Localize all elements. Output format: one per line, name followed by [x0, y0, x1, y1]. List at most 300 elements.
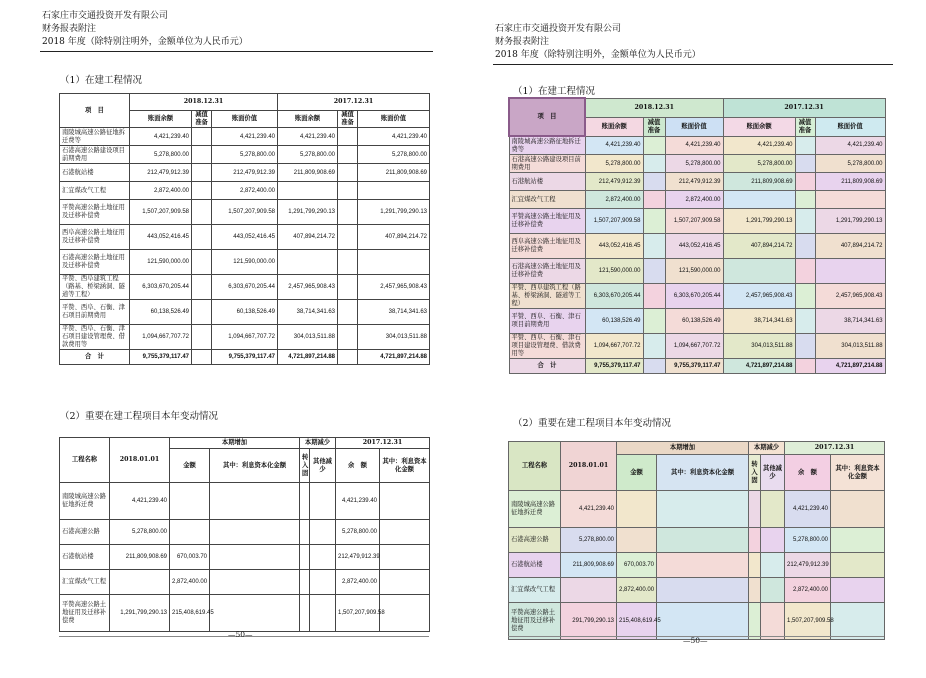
value-2017: 4,421,239.40: [815, 136, 885, 155]
end-interest: [380, 483, 430, 520]
impair-2017: [338, 350, 358, 365]
row-name: 合 计: [60, 350, 130, 365]
increase-interest: [210, 483, 300, 520]
section1-title: （1）在建工程情况: [60, 75, 143, 86]
end-balance: 1,507,207,909.58: [336, 595, 380, 632]
col-2017: 2017.12.31: [278, 94, 430, 111]
balance-2017: 38,714,341.63: [723, 309, 795, 334]
value-2017: 2,457,965,908.43: [358, 275, 430, 300]
increase-amount: 215,408,619.45: [170, 595, 210, 632]
start-balance: [110, 570, 170, 595]
start-balance: 4,421,239.40: [561, 491, 617, 528]
other-decrease: [310, 570, 336, 595]
table-row: [60, 250, 430, 275]
impair-2018: [643, 136, 665, 155]
total-row: [60, 350, 430, 365]
impair-2018: [643, 359, 665, 374]
other-decrease: [310, 545, 336, 570]
col-2018-right: 2018.12.31: [585, 98, 723, 117]
row-name: 平赞、西阜、石衡、津石项目前期费用: [509, 309, 585, 334]
col-2017-right: 2017.12.31: [723, 98, 885, 117]
row-name: 石港航站楼: [60, 164, 130, 182]
end-interest: [831, 578, 885, 603]
row-name: 石港高速公路: [60, 520, 110, 545]
impair-2017: [338, 300, 358, 325]
balance-2018: 2,872,400.00: [130, 182, 192, 200]
construction-table: [59, 93, 430, 365]
table-row: [509, 155, 885, 173]
value-2018: 2,872,400.00: [665, 191, 723, 209]
start-balance: 211,809,908.69: [561, 553, 617, 578]
impair-2017: [795, 334, 815, 359]
transfer: [749, 578, 761, 603]
balance-2017: 304,013,511.88: [278, 325, 338, 350]
col-other-dec: 其他减少: [310, 449, 336, 483]
balance-2017: 304,013,511.88: [723, 334, 795, 359]
impair-2018: [643, 234, 665, 259]
header-divider: [40, 51, 433, 52]
row-name: 平赞、西阜、石衡、津石项目建设管理费、借款费用等: [60, 325, 130, 350]
balance-2017: 4,721,897,214.88: [723, 359, 795, 374]
balance-2018: 2,872,400.00: [585, 191, 643, 209]
table-row: [60, 570, 430, 595]
col-value-2017: 账面价值: [358, 111, 430, 128]
row-name: 石港高速公路土地征用及迁移补偿费: [60, 250, 130, 275]
value-2018: 9,755,379,117.47: [665, 359, 723, 374]
value-2018: 9,755,379,117.47: [212, 350, 278, 365]
start-balance: 5,278,800.00: [561, 528, 617, 553]
table-row: [509, 284, 885, 309]
row-name: 汇宜煤改气工程: [509, 578, 561, 603]
value-2018: 4,421,239.40: [665, 136, 723, 155]
col-interest-end-right: 其中：利息资本化金额: [831, 455, 885, 491]
col-transfer-right: 转入固: [749, 455, 761, 491]
end-balance: 212,479,912.39: [785, 553, 831, 578]
period-note: 2018 年度（除特别注明外，金额单位为人民币元）: [42, 37, 248, 47]
end-interest: [831, 528, 885, 553]
col-item: 项 目: [60, 94, 130, 128]
transfer: [300, 545, 310, 570]
value-2017: 407,894,214.72: [815, 234, 885, 259]
impair-2017: [795, 173, 815, 191]
end-interest: [831, 553, 885, 578]
table-row: [60, 300, 430, 325]
increase-interest: [657, 491, 749, 528]
row-name: 合 计: [509, 359, 585, 374]
balance-2018: 60,138,526.49: [585, 309, 643, 334]
end-balance: 2,872,400.00: [785, 578, 831, 603]
balance-2018: 443,052,416.45: [130, 225, 192, 250]
col-value-2017-right: 账面价值: [815, 117, 885, 136]
impair-2018: [643, 209, 665, 234]
row-name: 平赞、西阜、石衡、津石项目前期费用: [60, 300, 130, 325]
table-row: [60, 520, 430, 545]
other-decrease: [761, 491, 785, 528]
row-name: 平赞、西阜、石衡、津石项目建设管理费、借款费用等: [509, 334, 585, 359]
transfer: [749, 491, 761, 528]
doc-title-right: 财务报表附注: [495, 37, 550, 47]
balance-2017: 5,278,800.00: [278, 146, 338, 164]
start-balance: 1,291,799,290.13: [110, 595, 170, 632]
balance-2018: 9,755,379,117.47: [585, 359, 643, 374]
impair-2017: [338, 325, 358, 350]
impair-2017: [795, 259, 815, 284]
value-2017: 1,291,799,290.13: [815, 209, 885, 234]
col-balance-2017-right: 账面余额: [723, 117, 795, 136]
col-impair-2017: 减值准备: [338, 111, 358, 128]
row-name: 平赞高速公路土地征用及迁移补偿费: [509, 603, 561, 640]
col-interest-end: 其中：利息资本化金额: [380, 449, 430, 483]
col-impair-2017-right: 减值准备: [795, 117, 815, 136]
balance-2017: 211,809,908.69: [278, 164, 338, 182]
increase-amount: 670,003.70: [170, 545, 210, 570]
increase-amount: [170, 483, 210, 520]
table-row: [60, 146, 430, 164]
row-name: 南陵城高速公路征地拆迁费: [509, 491, 561, 528]
balance-2018: 4,421,239.40: [585, 136, 643, 155]
balance-2017: 1,291,799,290.13: [278, 200, 338, 225]
table-row: [509, 603, 885, 640]
col-balance-2017: 账面余额: [278, 111, 338, 128]
table-row: [60, 225, 430, 250]
impair-2018: [643, 155, 665, 173]
end-balance: 2,872,400.00: [336, 570, 380, 595]
value-2017: 2,457,965,908.43: [815, 284, 885, 309]
value-2017: 4,721,897,214.88: [358, 350, 430, 365]
end-balance: 5,278,800.00: [785, 528, 831, 553]
impair-2018: [192, 182, 212, 200]
row-name: 石港高速公路建设项目前期费用: [509, 155, 585, 173]
value-2017: 5,278,800.00: [358, 146, 430, 164]
value-2018: 6,303,670,205.44: [665, 284, 723, 309]
col-end: 2017.12.31: [336, 438, 430, 449]
row-name: 石港航站楼: [509, 553, 561, 578]
company-name: 石家庄市交通投资开发有限公司: [42, 11, 169, 21]
table-row: [509, 173, 885, 191]
table-row: [60, 200, 430, 225]
impair-2018: [643, 334, 665, 359]
impair-2018: [192, 300, 212, 325]
col-increase-right: 本期增加: [617, 442, 749, 455]
col-value-2018-right: 账面价值: [665, 117, 723, 136]
col-balance-right: 余 额: [785, 455, 831, 491]
end-interest: [380, 545, 430, 570]
value-2017: [358, 182, 430, 200]
row-name: 平赞高速公路土地征用及迁移补偿费: [60, 595, 110, 632]
impair-2017: [338, 182, 358, 200]
value-2017: 38,714,341.63: [358, 300, 430, 325]
col-other-dec-right: 其他减少: [761, 455, 785, 491]
end-interest: [831, 491, 885, 528]
impair-2017: [795, 155, 815, 173]
table-row: [60, 545, 430, 570]
transfer: [749, 553, 761, 578]
table-row: [60, 595, 430, 632]
value-2018: 2,872,400.00: [212, 182, 278, 200]
start-balance: [561, 578, 617, 603]
col-balance: 余 额: [336, 449, 380, 483]
impair-2017: [338, 128, 358, 146]
value-2018: 5,278,800.00: [665, 155, 723, 173]
col-balance-2018-right: 账面余额: [585, 117, 643, 136]
col-project-right: 工程名称: [509, 442, 561, 491]
value-2017: 38,714,341.63: [815, 309, 885, 334]
increase-interest: [210, 595, 300, 632]
col-amount-right: 金额: [617, 455, 657, 491]
value-2018: 60,138,526.49: [665, 309, 723, 334]
end-interest: [380, 520, 430, 545]
value-2017: 4,421,239.40: [358, 128, 430, 146]
doc-title: 财务报表附注: [42, 24, 97, 34]
row-name: 西阜高速公路土地征用及迁移补偿费: [60, 225, 130, 250]
impair-2017: [338, 250, 358, 275]
increase-interest: [657, 603, 749, 640]
start-balance: 5,278,800.00: [110, 520, 170, 545]
increase-interest: [210, 545, 300, 570]
balance-2018: 1,094,667,707.72: [130, 325, 192, 350]
balance-2018: 443,052,416.45: [585, 234, 643, 259]
col-project: 工程名称: [60, 438, 110, 483]
impair-2017: [795, 209, 815, 234]
other-decrease: [310, 483, 336, 520]
row-name: 石港航站楼: [509, 173, 585, 191]
value-2018: 4,421,239.40: [212, 128, 278, 146]
impair-2018: [192, 325, 212, 350]
value-2017: 5,278,800.00: [815, 155, 885, 173]
impair-2018: [192, 128, 212, 146]
end-balance: 1,507,207,909.58: [785, 603, 831, 640]
table-row: [509, 334, 885, 359]
col-increase: 本期增加: [170, 438, 300, 449]
value-2017: [358, 250, 430, 275]
end-interest: [831, 603, 885, 640]
value-2017: 1,291,799,290.13: [358, 200, 430, 225]
balance-2018: 1,507,207,909.58: [585, 209, 643, 234]
row-name: 石港高速公路建设项目前期费用: [60, 146, 130, 164]
end-balance: 4,421,239.40: [785, 491, 831, 528]
other-decrease: [761, 553, 785, 578]
impair-2017: [338, 275, 358, 300]
impair-2018: [192, 250, 212, 275]
other-decrease: [310, 595, 336, 632]
row-name: 南陵城高速公路征地拆迁费: [60, 483, 110, 520]
row-name: 平赞、西阜建筑工程（路基、桥梁涵洞、隧道等工程）: [60, 275, 130, 300]
increase-amount: [617, 528, 657, 553]
section2-title: （2）重要在建工程项目本年变动情况: [60, 411, 219, 422]
balance-2017: [278, 250, 338, 275]
page-number-right: —50—: [683, 636, 708, 645]
increase-amount: [617, 491, 657, 528]
value-2017: 4,721,897,214.88: [815, 359, 885, 374]
value-2018: 212,479,912.39: [212, 164, 278, 182]
table-row: [60, 275, 430, 300]
col-start-right: 2018.01.01: [561, 442, 617, 491]
impair-2017: [338, 164, 358, 182]
table-row: [60, 128, 430, 146]
row-name: 汇宜煤改气工程: [509, 191, 585, 209]
row-name: 西阜高速公路土地征用及迁移补偿费: [509, 234, 585, 259]
header-divider-right: [493, 64, 893, 65]
increase-interest: [657, 553, 749, 578]
row-name: 石港高速公路: [509, 528, 561, 553]
balance-2017: [723, 259, 795, 284]
impair-2018: [643, 309, 665, 334]
impair-2017: [795, 359, 815, 374]
balance-2017: 407,894,214.72: [278, 225, 338, 250]
impair-2018: [192, 146, 212, 164]
increase-amount: 2,872,400.00: [170, 570, 210, 595]
increase-interest: [210, 570, 300, 595]
construction-table-right: [508, 97, 886, 374]
end-interest: [380, 570, 430, 595]
value-2018: 60,138,526.49: [212, 300, 278, 325]
change-table: [59, 437, 430, 632]
row-name: 平赞高速公路土地征用及迁移补偿费: [509, 209, 585, 234]
col-decrease: 本期减少: [300, 438, 336, 449]
increase-amount: 215,408,619.45: [617, 603, 657, 640]
table-row: [509, 491, 885, 528]
balance-2017: 1,291,799,290.13: [723, 209, 795, 234]
col-2018: 2018.12.31: [130, 94, 278, 111]
page-number: —50—: [228, 630, 253, 639]
impair-2018: [192, 350, 212, 365]
impair-2018: [192, 275, 212, 300]
balance-2018: 6,303,670,205.44: [130, 275, 192, 300]
impair-2017: [338, 225, 358, 250]
increase-amount: [170, 520, 210, 545]
table-row: [509, 191, 885, 209]
total-row: [509, 359, 885, 374]
value-2018: 1,094,667,707.72: [665, 334, 723, 359]
change-table-right: [508, 441, 885, 640]
end-balance: 5,278,800.00: [336, 520, 380, 545]
value-2018: 443,052,416.45: [212, 225, 278, 250]
balance-2018: 212,479,912.39: [585, 173, 643, 191]
table-row: [60, 483, 430, 520]
value-2018: 121,590,000.00: [212, 250, 278, 275]
balance-2017: 4,721,897,214.88: [278, 350, 338, 365]
end-balance: 212,479,912.39: [336, 545, 380, 570]
row-name: 石港高速公路土地征用及迁移补偿费: [509, 259, 585, 284]
section2-title-right: （2）重要在建工程项目本年变动情况: [513, 418, 672, 429]
balance-2017: 4,421,239.40: [723, 136, 795, 155]
row-name: 南陵城高速公路征地拆迁费等: [509, 136, 585, 155]
impair-2017: [338, 146, 358, 164]
other-decrease: [761, 528, 785, 553]
balance-2017: 2,457,965,908.43: [278, 275, 338, 300]
other-decrease: [310, 520, 336, 545]
end-interest: [380, 595, 430, 632]
end-balance: 4,421,239.40: [336, 483, 380, 520]
col-interest-right: 其中：利息资本化金额: [657, 455, 749, 491]
impair-2017: [795, 191, 815, 209]
balance-2018: 6,303,670,205.44: [585, 284, 643, 309]
start-balance: 211,809,908.69: [110, 545, 170, 570]
balance-2017: [278, 182, 338, 200]
table-row: [509, 528, 885, 553]
table-row: [509, 578, 885, 603]
balance-2018: 1,507,207,909.58: [130, 200, 192, 225]
balance-2018: 1,094,667,707.72: [585, 334, 643, 359]
balance-2017: 4,421,239.40: [278, 128, 338, 146]
table-row: [60, 325, 430, 350]
value-2017: 304,013,511.88: [815, 334, 885, 359]
table-row: [60, 164, 430, 182]
start-balance: 291,799,290.13: [561, 603, 617, 640]
transfer: [300, 570, 310, 595]
table-row: [509, 309, 885, 334]
balance-2018: 212,479,912.39: [130, 164, 192, 182]
balance-2018: 5,278,800.00: [130, 146, 192, 164]
row-name: 南陵城高速公路征地拆迁费等: [60, 128, 130, 146]
value-2017: 304,013,511.88: [358, 325, 430, 350]
increase-interest: [657, 528, 749, 553]
impair-2018: [643, 173, 665, 191]
balance-2017: 5,278,800.00: [723, 155, 795, 173]
value-2017: 407,894,214.72: [358, 225, 430, 250]
col-end-right: 2017.12.31: [785, 442, 885, 455]
value-2017: [815, 259, 885, 284]
transfer: [749, 603, 761, 640]
value-2017: 211,809,908.69: [358, 164, 430, 182]
company-name-right: 石家庄市交通投资开发有限公司: [495, 24, 622, 34]
balance-2017: [723, 191, 795, 209]
col-item-right: 项 目: [509, 98, 585, 136]
impair-2018: [192, 225, 212, 250]
table-row: [60, 182, 430, 200]
row-name: 汇宜煤改气工程: [60, 182, 130, 200]
start-balance: 4,421,239.40: [110, 483, 170, 520]
impair-2018: [643, 259, 665, 284]
increase-amount: 2,872,400.00: [617, 578, 657, 603]
balance-2017: 38,714,341.63: [278, 300, 338, 325]
col-amount: 金额: [170, 449, 210, 483]
col-impair-2018: 减值准备: [192, 111, 212, 128]
value-2017: [815, 191, 885, 209]
col-balance-2018: 账面余额: [130, 111, 192, 128]
value-2018: 5,278,800.00: [212, 146, 278, 164]
value-2018: 443,052,416.45: [665, 234, 723, 259]
value-2018: 1,507,207,909.58: [665, 209, 723, 234]
table-row: [509, 553, 885, 578]
balance-2017: 2,457,965,908.43: [723, 284, 795, 309]
col-transfer: 转入固: [300, 449, 310, 483]
period-note-right: 2018 年度（除特别注明外，金额单位为人民币元）: [495, 50, 701, 60]
value-2018: 6,303,670,205.44: [212, 275, 278, 300]
impair-2018: [192, 164, 212, 182]
col-interest: 其中：利息资本化金额: [210, 449, 300, 483]
row-name: 石港航站楼: [60, 545, 110, 570]
balance-2018: 121,590,000.00: [130, 250, 192, 275]
impair-2018: [643, 191, 665, 209]
increase-interest: [657, 578, 749, 603]
impair-2017: [795, 284, 815, 309]
row-name: 汇宜煤改气工程: [60, 570, 110, 595]
impair-2017: [795, 309, 815, 334]
right-page: [463, 0, 926, 678]
transfer: [749, 528, 761, 553]
col-decrease-right: 本期减少: [749, 442, 785, 455]
balance-2018: 9,755,379,117.47: [130, 350, 192, 365]
value-2017: 211,809,908.69: [815, 173, 885, 191]
balance-2018: 5,278,800.00: [585, 155, 643, 173]
row-name: 平赞、西阜建筑工程（路基、桥梁涵洞、隧道等工程）: [509, 284, 585, 309]
row-name: 平赞高速公路土地征用及迁移补偿费: [60, 200, 130, 225]
transfer: [300, 520, 310, 545]
value-2018: 1,094,667,707.72: [212, 325, 278, 350]
col-start: 2018.01.01: [110, 438, 170, 483]
value-2018: 212,479,912.39: [665, 173, 723, 191]
